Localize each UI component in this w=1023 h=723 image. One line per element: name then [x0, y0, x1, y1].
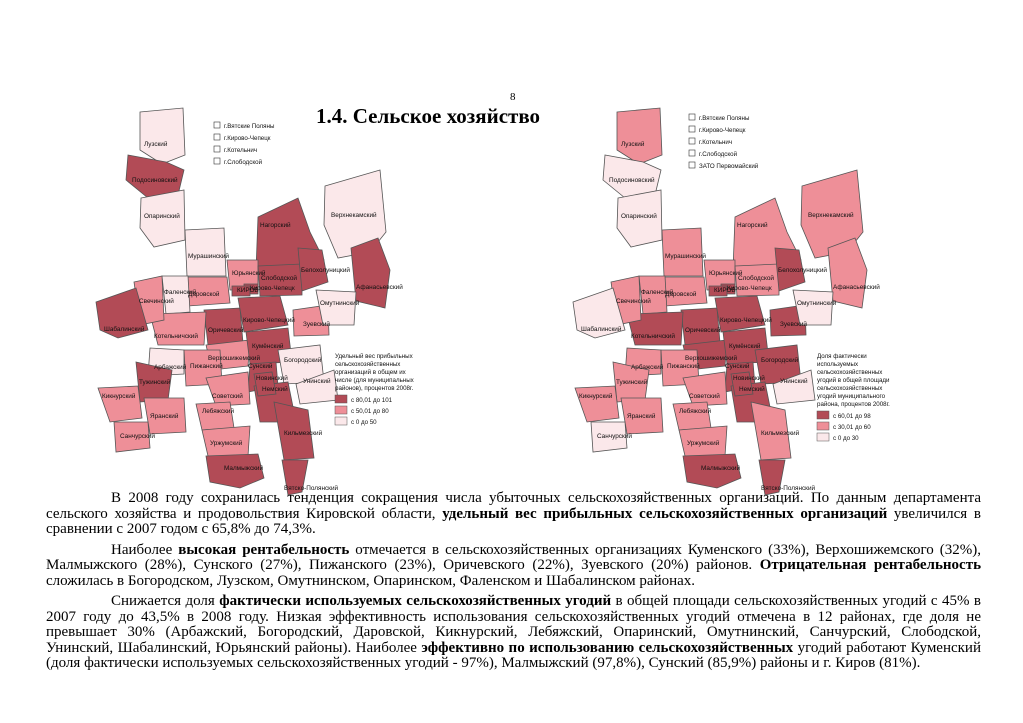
city-marker — [689, 162, 695, 168]
region-label: Подосиновский — [609, 177, 655, 184]
region-label: Яранский — [150, 413, 179, 420]
region-label: Слободской — [261, 275, 297, 282]
region-30 — [196, 402, 234, 430]
region-label: Пижанский — [190, 363, 223, 370]
legend-title-line: угодий муниципального — [817, 393, 886, 400]
region-label: Зуевский — [780, 321, 807, 328]
region-label: Кикнурский — [579, 393, 613, 400]
region-label: КИРОВ — [714, 287, 736, 294]
legend-title-line: сельскохозяйственных — [335, 361, 401, 368]
region-label: Котельничский — [154, 333, 198, 340]
city-marker — [214, 146, 220, 152]
region-label: Малмыжский — [701, 465, 741, 472]
legend-swatch — [335, 417, 347, 425]
region-label: Санчурский — [120, 433, 155, 440]
region-label: Унинский — [303, 378, 331, 385]
region-label: Афанасьевский — [833, 284, 880, 291]
region-13 — [715, 296, 765, 332]
legend-item-label: с 0 до 30 — [833, 435, 859, 442]
region-label: Свечинский — [616, 298, 651, 305]
region-label: Кирово-Чепецк — [250, 285, 295, 292]
region-15 — [316, 290, 356, 325]
region-label: Верхошижемский — [685, 355, 738, 362]
region-10 — [351, 238, 390, 308]
region-label: Лузский — [144, 141, 168, 148]
region-4 — [185, 228, 226, 276]
region-label: Котельничский — [631, 333, 675, 340]
region-label: Унинский — [780, 378, 808, 385]
region-28 — [206, 372, 250, 406]
paragraph-1: В 2008 году сохранилась тенденция сокращения числа убыточных сельскохозяйственных организаций. По данным департамента сельского хозяйства и продовольствия Кировской области, удельный вес прибыльных сельскохозяйственных организаций увеличился в сравнении с 2007 годом с 65,8% до 74,3%. — [46, 490, 981, 537]
city-label: г.Вятские Поляны — [224, 123, 275, 130]
city-marker — [689, 138, 695, 144]
region-label: Кирово-Чепецк — [727, 285, 772, 292]
legend-title-line: Доля фактически — [817, 353, 867, 360]
region-label: Кумёнский — [252, 343, 284, 350]
map-profitable-organizations — [88, 100, 448, 495]
region-label: Зуевский — [303, 321, 330, 328]
region-label: Пижанский — [667, 363, 700, 370]
region-label: Лебяжский — [679, 408, 712, 415]
region-label: Верхнекамский — [808, 212, 854, 219]
region-28 — [683, 372, 727, 406]
legend-item-label: с 0 до 50 — [351, 419, 377, 426]
region-1 — [617, 108, 662, 164]
region-label: Кирово-Чепецкий — [243, 317, 295, 324]
region-label: Богородский — [761, 357, 799, 364]
city-label: г.Кирово-Чепецк — [699, 127, 746, 134]
region-label: Белохолуницкий — [778, 267, 827, 274]
city-label: г.Вятские Поляны — [699, 115, 750, 122]
region-label: Сунский — [725, 363, 750, 370]
city-marker — [214, 134, 220, 140]
city-label: г.Слободской — [224, 159, 263, 166]
legend-title-line: сельскохозяйственных — [817, 385, 883, 392]
region-label: Даровской — [665, 291, 697, 298]
region-label: Новинский — [256, 375, 288, 382]
region-label: Вятско-Полянский — [284, 485, 339, 492]
region-31 — [575, 386, 619, 422]
region-label: Тужинский — [139, 379, 171, 386]
region-label: Уржумский — [210, 440, 243, 447]
legend-item-label: с 50,01 до 80 — [351, 408, 389, 415]
region-4 — [662, 228, 703, 276]
legend-title-line: районов), процентов 2008г. — [335, 385, 414, 392]
city-label: ЗАТО Первомайский — [699, 163, 759, 170]
legend-swatch — [817, 411, 829, 419]
region-label: Шабалинский — [104, 326, 145, 333]
region-label: Яранский — [627, 413, 656, 420]
city-marker — [214, 122, 220, 128]
region-label: Юрьянский — [232, 270, 266, 277]
region-label: Шабалинский — [581, 326, 622, 333]
region-label: Кумёнский — [729, 343, 761, 350]
region-label: Верхошижемский — [208, 355, 261, 362]
region-label: Немский — [262, 386, 288, 393]
region-1 — [140, 108, 185, 164]
region-label: Уржумский — [687, 440, 720, 447]
region-label: Афанасьевский — [356, 284, 403, 291]
region-13 — [238, 296, 288, 332]
region-label: Даровской — [188, 291, 220, 298]
legend-swatch — [335, 395, 347, 403]
region-31 — [98, 386, 142, 422]
region-label: Омутнинский — [797, 300, 837, 307]
region-label: Фаленский — [641, 289, 674, 296]
region-15 — [793, 290, 833, 325]
region-label: Опаринский — [621, 213, 657, 220]
region-label: Кирово-Чепецкий — [720, 317, 772, 324]
legend-title-line: Удельный вес прибыльных — [335, 353, 413, 360]
region-label: Кикнурский — [102, 393, 136, 400]
city-label: г.Котельнич — [699, 139, 733, 146]
region-label: Белохолуницкий — [301, 267, 350, 274]
region-label: Кильмезский — [284, 430, 323, 437]
legend-item-label: с 60,01 до 98 — [833, 413, 871, 420]
region-label: Немский — [739, 386, 765, 393]
region-10 — [828, 238, 867, 308]
region-label: Юрьянский — [709, 270, 743, 277]
region-label: Оричевский — [685, 327, 721, 334]
region-label: Верхнекамский — [331, 212, 377, 219]
region-label: Свечинский — [139, 298, 174, 305]
legend-item-label: с 30,01 до 60 — [833, 424, 871, 431]
region-label: Арбажский — [631, 364, 664, 371]
legend-title-line: сельскохозяйственных — [817, 369, 883, 376]
legend-title-line: организаций в общем их — [335, 369, 406, 376]
region-label: КИРОВ — [237, 287, 259, 294]
map-right-svg — [565, 100, 935, 495]
region-label: Оричевский — [208, 327, 244, 334]
paragraph-2: Наиболее высокая рентабельность отмечается в сельскохозяйственных организациях Куменского (33%), Верхошижемского (32%), Малмыжского (28%), Сунского (27%), Пижанского (23%), Оричевского (22%), Зуевского (20%) районов. Отрицательная рентабельность сложилась в Богородском, Лузском, Омутнинском, Опаринском, Фаленском и Шабалинском районах. — [46, 541, 981, 589]
region-label: Омутнинский — [320, 300, 360, 307]
region-label: Подосиновский — [132, 177, 178, 184]
region-label: Тужинский — [616, 379, 648, 386]
legend-swatch — [335, 406, 347, 414]
legend-title-line: района, процентов 2008г. — [817, 401, 890, 408]
city-marker — [214, 158, 220, 164]
city-label: г.Слободской — [699, 151, 738, 158]
region-label: Богородский — [284, 357, 322, 364]
legend-item-label: с 80,01 до 101 — [351, 397, 393, 404]
city-marker — [689, 150, 695, 156]
city-marker — [689, 126, 695, 132]
map-left-svg — [88, 100, 448, 495]
legend-swatch — [817, 433, 829, 441]
legend-title-line: используемых — [817, 361, 859, 368]
legend-title-line: угодий в общей площади — [817, 377, 890, 384]
region-label: Санчурский — [597, 433, 632, 440]
region-label: Советский — [212, 393, 243, 400]
map-farmland-usage — [565, 100, 935, 495]
region-label: Мурашинский — [665, 253, 706, 260]
legend-swatch — [817, 422, 829, 430]
region-label: Нагорский — [737, 222, 768, 229]
region-label: Опаринский — [144, 213, 180, 220]
region-30 — [673, 402, 711, 430]
region-label: Вятско-Полянский — [761, 485, 816, 492]
region-label: Лебяжский — [202, 408, 235, 415]
region-label: Арбажский — [154, 364, 187, 371]
paragraph-3: Снижается доля фактически используемых сельскохозяйственных угодий в общей площади сельскохозяйственных угодий с 45% в 2007 году до 43,5% в 2008 году. Низкая эффективность использования сельскохозяйственных угодий отмечена в 12 районах, где доля не превышает 30% (Арбажский, Богородский, Даровской, Кикнурский, Лебяжский, Опаринский, Омутнинский, Санчурский, Слободской, Унинский, Шабалинский, Юрьянский районы). Наиболее эффективно по использованию сельскохозяйственных угодий работают Куменский (доля фактически используемых сельскохозяйственных угодий - 97%), Малмыжский (97,8%), Сунский (85,9%) районы и г. Киров (81%). — [46, 593, 982, 671]
region-label: Нагорский — [260, 222, 291, 229]
body-text — [46, 491, 981, 677]
region-label: Сунский — [248, 363, 273, 370]
city-marker — [689, 114, 695, 120]
region-label: Советский — [689, 393, 720, 400]
region-label: Кильмезский — [761, 430, 800, 437]
region-label: Малмыжский — [224, 465, 264, 472]
city-label: г.Кирово-Чепецк — [224, 135, 271, 142]
region-label: Мурашинский — [188, 253, 229, 260]
city-label: г.Котельнич — [224, 147, 258, 154]
page-number: 8 — [510, 91, 516, 103]
region-label: Лузский — [621, 141, 645, 148]
region-label: Фаленский — [164, 289, 197, 296]
region-label: Новинский — [733, 375, 765, 382]
legend-title-line: числе (для муниципальных — [335, 377, 414, 384]
section-title: 1.4. Сельское хозяйство — [316, 104, 541, 128]
region-label: Слободской — [738, 275, 774, 282]
